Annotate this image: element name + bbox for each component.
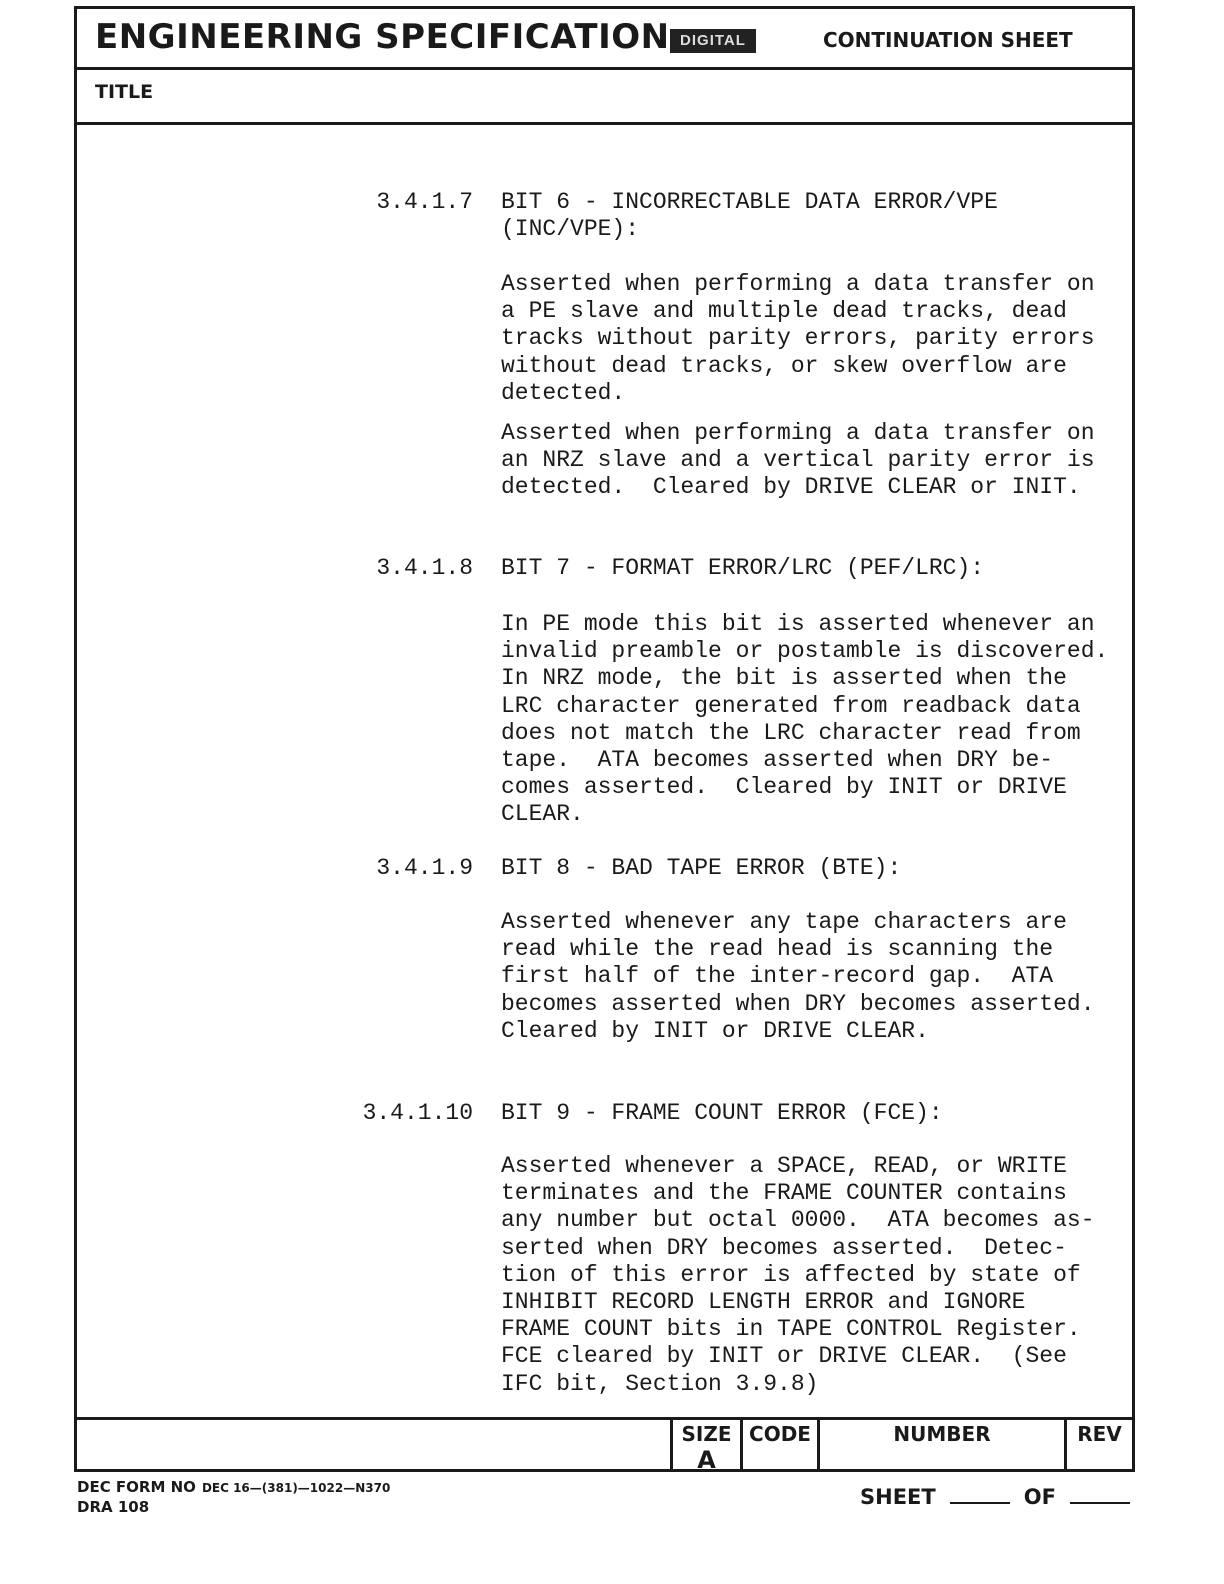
dra-number: DRA 108 [77, 1498, 150, 1516]
code-label: CODE [749, 1422, 811, 1446]
form-number-block [77, 1478, 390, 1517]
spec-form-frame [74, 6, 1135, 1472]
section-paragraph: Asserted whenever a SPACE, READ, or WRITE terminates and the FRAME COUNTER contains any number but octal 0000. ATA becomes as- serted when DRY becomes asserted. Detec- tion of this error is affected by state of INHIBIT RECORD LENGTH ERROR and IGNORE FRAME COUNT bits in TAPE CONTROL Register. FCE cleared by INIT or DRIVE CLEAR. (See IFC bit, Section 3.9.8) [501, 1153, 1095, 1397]
section-paragraph: Asserted when performing a data transfer on an NRZ slave and a vertical parity error is detected. Cleared by DRIVE CLEAR or INIT. [501, 420, 1095, 501]
section-number: 3.4.1.8 [376, 555, 473, 581]
title-row [77, 67, 1132, 125]
section-heading: BIT 9 - FRAME COUNT ERROR (FCE): [501, 1100, 943, 1126]
rev-cell [1064, 1420, 1132, 1472]
title-block [77, 1417, 1132, 1475]
section-number: 3.4.1.7 [376, 189, 473, 215]
sheet-type-label: CONTINUATION SHEET [823, 28, 1073, 52]
size-cell [670, 1420, 740, 1472]
sheet-of-field [860, 1484, 1144, 1509]
document-body [77, 125, 1132, 1415]
section-heading: BIT 7 - FORMAT ERROR/LRC (PEF/LRC): [501, 555, 985, 581]
sheet-blank [950, 1484, 1010, 1504]
section-paragraph: Asserted when performing a data transfer on a PE slave and multiple dead tracks, dead tracks without parity errors, parity errors without dead tracks, or skew overflow are detected. [501, 271, 1095, 406]
form-no-value: DEC 16—(381)—1022—N370 [201, 1481, 391, 1495]
form-no-label: DEC FORM NO [77, 1478, 196, 1496]
number-label: NUMBER [893, 1422, 991, 1446]
section-paragraph: In PE mode this bit is asserted whenever an invalid preamble or postamble is discovered. In NRZ mode, the bit is asserted when the LRC character generated from readback data does not match the LRC character read from tape. ATA becomes asserted when DRY be- comes asserted. Cleared by INIT or DRIVE CLEAR. [501, 611, 1109, 828]
number-cell [817, 1420, 1064, 1472]
of-label: OF [1023, 1485, 1056, 1509]
section-number: 3.4.1.10 [362, 1100, 473, 1126]
sheet-label: SHEET [860, 1485, 936, 1509]
code-cell [740, 1420, 817, 1472]
section-number: 3.4.1.9 [376, 855, 473, 881]
company-logo: DIGITAL [670, 29, 756, 53]
form-header [77, 9, 1132, 70]
rev-label: REV [1077, 1422, 1122, 1446]
section-heading: BIT 8 - BAD TAPE ERROR (BTE): [501, 855, 902, 881]
section-heading: BIT 6 - INCORRECTABLE DATA ERROR/VPE (INC/VPE): [501, 189, 998, 243]
section-paragraph: Asserted whenever any tape characters are read while the read head is scanning the first half of the inter-record gap. ATA becomes asserted when DRY becomes asserted. Cleared by INIT or DRIVE CLEAR. [501, 909, 1095, 1044]
title-label: TITLE [95, 81, 154, 103]
form-title: ENGINEERING SPECIFICATION [95, 17, 670, 57]
size-value: A [697, 1446, 716, 1474]
size-label: SIZE [681, 1422, 732, 1446]
of-blank [1070, 1484, 1130, 1504]
